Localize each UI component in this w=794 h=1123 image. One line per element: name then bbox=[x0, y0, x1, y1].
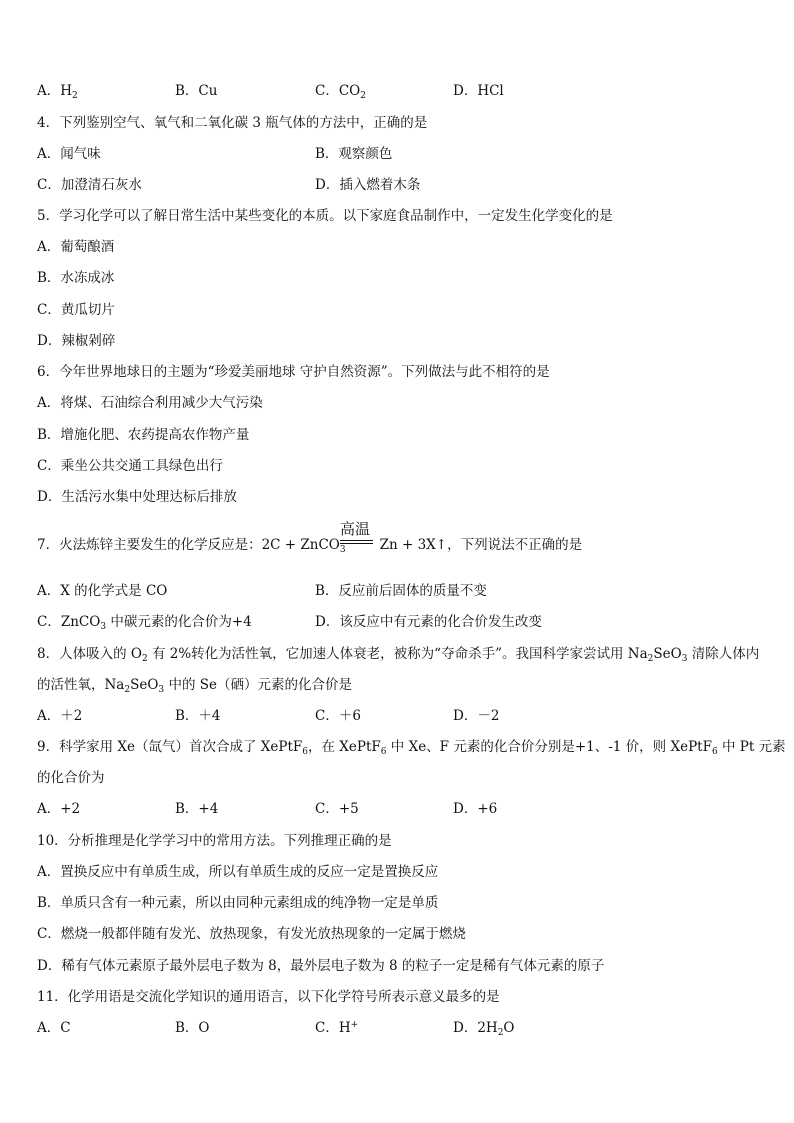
q4-option-b: B．观察颜色 bbox=[315, 146, 393, 162]
q4-option-d: D．插入燃着木条 bbox=[315, 177, 421, 193]
q4-stem: 4．下列鉴别空气、氧气和二氧化碳 3 瓶气体的方法中，正确的是 bbox=[37, 115, 428, 131]
q9-option-a: A．+2 bbox=[37, 801, 81, 817]
q7-reaction-condition: 高温 bbox=[340, 520, 371, 538]
q11-option-d: D．$2H_2O$ bbox=[453, 1020, 515, 1038]
q3-option-c: C．$CO_2$ bbox=[315, 83, 366, 101]
q9-stem-line1: 9．科学家用 Xe（氙气）首次合成了 XePtF$_6$，在 XePtF$_6$ 中 Xe、F 元素的化合价分别是+1、-1 价，则 XePtF$_6$ 中 Pt 元素 bbox=[37, 739, 786, 757]
q7-option-b: B．反应前后固体的质量不变 bbox=[315, 583, 487, 599]
q10-option-b: B．单质只含有一种元素，所以由同种元素组成的纯净物一定是单质 bbox=[37, 895, 439, 911]
q11-option-a: A．C bbox=[37, 1020, 71, 1036]
q6-option-a: A．将煤、石油综合利用减少大气污染 bbox=[37, 395, 263, 411]
q3-option-b: B．Cu bbox=[175, 83, 218, 99]
q8-option-b: B．＋4 bbox=[175, 708, 221, 724]
q9-stem-line2: 的化合价为 bbox=[37, 770, 105, 786]
q5-option-d: D．辣椒剁碎 bbox=[37, 333, 116, 349]
q9-option-b: B．+4 bbox=[175, 801, 219, 817]
q6-option-c: C．乘坐公共交通工具绿色出行 bbox=[37, 458, 223, 474]
q4-option-a: A．闻气味 bbox=[37, 146, 101, 162]
q10-option-d: D．稀有气体元素原子最外层电子数为 8，最外层电子数为 8 的粒子一定是稀有气体元素的原子 bbox=[37, 958, 605, 974]
q3-option-a: A．$H_2$ bbox=[37, 83, 78, 101]
q10-option-a: A．置换反应中有单质生成，所以有单质生成的反应一定是置换反应 bbox=[37, 864, 439, 880]
q7-option-d: D．该反应中有元素的化合价发生改变 bbox=[315, 614, 542, 630]
q10-stem: 10．分析推理是化学学习中的常用方法。下列推理正确的是 bbox=[37, 833, 392, 849]
q3-option-d: D．HCl bbox=[453, 83, 504, 99]
q5-stem: 5．学习化学可以了解日常生活中某些变化的本质。以下家庭食品制作中，一定发生化学变化的是 bbox=[37, 208, 613, 224]
q11-option-b: B．O bbox=[175, 1020, 210, 1036]
q5-option-b: B．水冻成冰 bbox=[37, 270, 115, 286]
q8-stem-line1: 8．人体吸入的 $O_2$ 有 2%转化为活性氧，它加速人体衰老，被称为“夺命杀手”。我国科学家尝试用 $Na_2SeO_3$ 清除人体内 bbox=[37, 646, 760, 664]
q6-option-d: D．生活污水集中处理达标后排放 bbox=[37, 489, 237, 505]
q11-option-c: C．H+ bbox=[315, 1020, 359, 1036]
q9-option-c: C．+5 bbox=[315, 801, 359, 817]
q11-stem: 11．化学用语是交流化学知识的通用语言，以下化学符号所表示意义最多的是 bbox=[37, 989, 500, 1005]
q4-option-c: C．加澄清石灰水 bbox=[37, 177, 142, 193]
q6-option-b: B．增施化肥、农药提高农作物产量 bbox=[37, 427, 250, 443]
q7-option-c: C．ZnCO$_3$ 中碳元素的化合价为+4 bbox=[37, 614, 252, 632]
q5-option-a: A．葡萄酿酒 bbox=[37, 239, 115, 255]
q8-stem-line2: 的活性氧，$Na_2SeO_3$ 中的 Se（硒）元素的化合价是 bbox=[37, 677, 352, 695]
q7-option-a: A．X 的化学式是 CO bbox=[37, 583, 168, 599]
q8-option-d: D．－2 bbox=[453, 708, 500, 724]
q7-stem: 7．火法炼锌主要发生的化学反应是：2C + ZnCO$_3$ Zn + 3X↑，下列说法不正确的是 bbox=[37, 537, 583, 555]
q9-option-d: D．+6 bbox=[453, 801, 498, 817]
q5-option-c: C．黄瓜切片 bbox=[37, 302, 115, 318]
q6-stem: 6．今年世界地球日的主题为“珍爱美丽地球 守护自然资源”。下列做法与此不相符的是 bbox=[37, 364, 550, 380]
q10-option-c: C．燃烧一般都伴随有发光、放热现象，有发光放热现象的一定属于燃烧 bbox=[37, 926, 466, 942]
q8-option-c: C．＋6 bbox=[315, 708, 361, 724]
q8-option-a: A．＋2 bbox=[37, 708, 83, 724]
